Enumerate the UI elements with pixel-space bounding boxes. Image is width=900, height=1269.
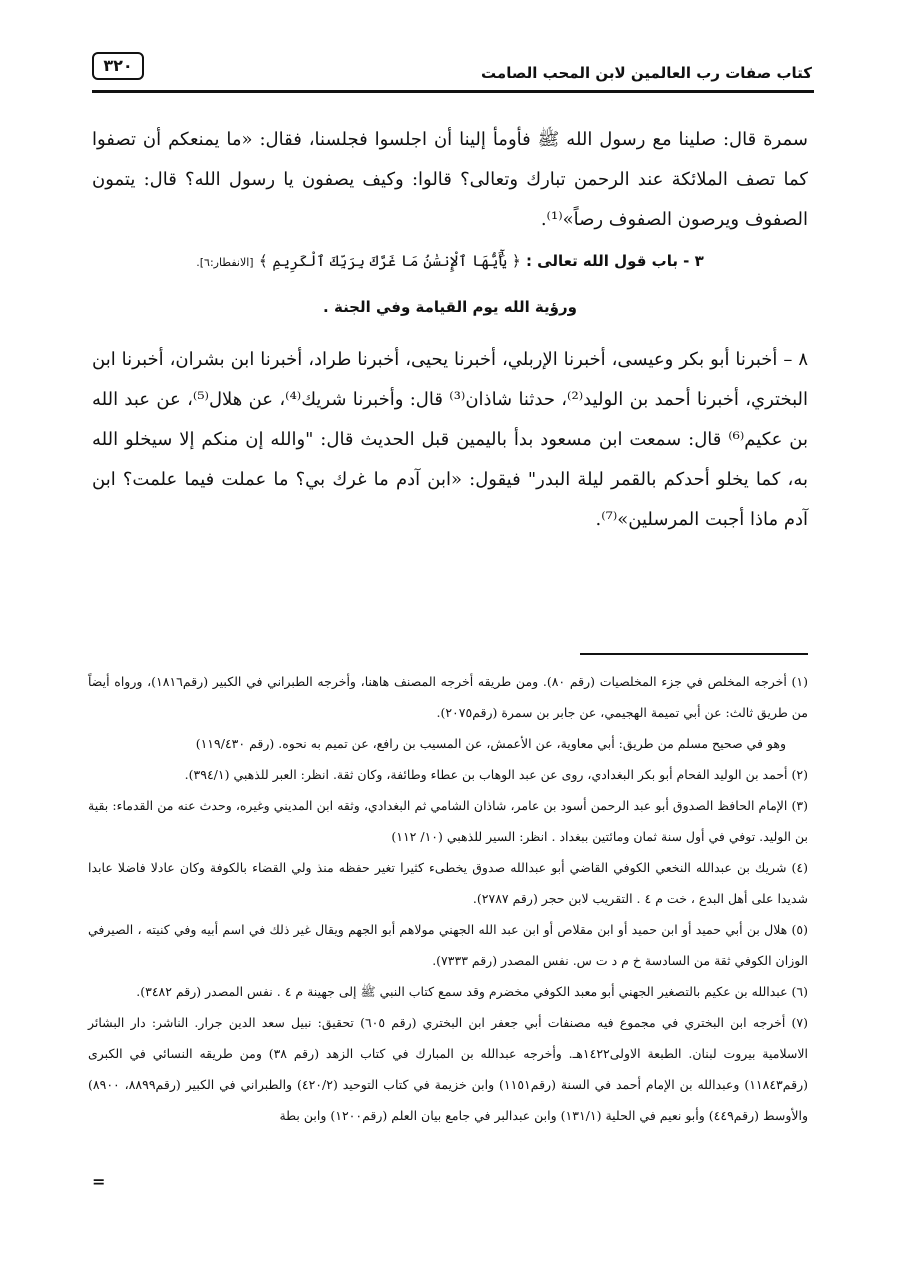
- footnote-1-continued: وهو في صحيح مسلم من طريق: أبي معاوية، عن الأعمش، عن المسيب بن رافع، عن تميم به نحوه. (رقم ١١٩/٤٣٠): [195, 736, 786, 751]
- footnote-6: (٦) عبدالله بن عكيم بالتصغير الجهني أبو معبد الكوفي مخضرم وقد سمع كتاب النبي ﷺ إلى جهينة م ٤ . نفس المصدر (رقم ٣٤٨٢).: [136, 984, 808, 999]
- footnote-7: (٧) أخرجه ابن البختري في مجموع فيه مصنفات أبي جعفر ابن البختري (رقم ٦٠٥) تحقيق: نبيل سعد الدين جرار. الناشر: دار البشائر الاسلامية بيروت لبنان. الطبعة الاولى١٤٢٢هـ. وأخرجه عبدالله بن المبارك في كتاب الزهد (رقم ٣٨) ومن طريقه النسائي في الكبرى (رقم١١٨٤٣) وعبدالله بن الإمام أحمد في السنة (رقم١١٥١) وابن خزيمة في كتاب التوحيد (٤٢٠/٢) والطبراني في الكبير (رقم٨٨٩٩، ٨٩٠٠) والأوسط (رقم٤٤٩) وأبو نعيم في الحلية (١٣١/١) وابن عبدالبر في جامع بيان العلم (رقم١٢٠٠) وابن بطة: [88, 1015, 808, 1123]
- hadith-text: ٨ – أخبرنا أبو بكر وعيسى، أخبرنا الإربلي، أخبرنا يحيى، أخبرنا طراد، أخبرنا ابن بشران، أخبرنا ابن البختري، أخبرنا أحمد بن الوليد⁽²⁾، حدثنا شاذان⁽³⁾ قال: وأخبرنا شريك⁽⁴⁾، عن هلال⁽⁵⁾، عن عبد الله بن عكيم⁽⁶⁾ قال: سمعت ابن مسعود بدأ باليمين قبل الحديث قال: "والله إن منكم إلا سيخلو الله به، كما يخلو أحدكم بالقمر ليلة البدر" فيقول: «ابن آدم ما غرك بي؟ ما عملت فيما علمت؟ ابن آدم ماذا أجبت المرسلين»⁽⁷⁾.: [92, 349, 808, 530]
- footnote-5: (٥) هلال بن أبي حميد أو ابن حميد أو ابن مقلاص أو ابن عبد الله الجهني مولاهم أبو الجهم ويقال غير ذلك في اسم أبيه وفي كنيته ، الصيرفي الوزان الكوفي ثقة من السادسة خ م د ت س. نفس المصدر (رقم ٧٣٣٣).: [88, 922, 808, 968]
- paragraph-1: [92, 120, 808, 240]
- footnote-separator: [580, 653, 808, 655]
- footnotes: [88, 666, 808, 1131]
- book-title: كتاب صفات رب العالمين لابن المحب الصامت: [481, 64, 812, 82]
- footnote-1: (١) أخرجه المخلص في جزء المخلصيات (رقم ٨٠). ومن طريقه أخرجه المصنف هاهنا، وأخرجه الطبراني في الكبير (رقم١٨١٦)، ورواه أيضاً من طريق ثالث: عن أبي تميمة الهجيمي، عن جابر بن سمرة (رقم٢٠٧٥).: [88, 674, 808, 720]
- footnote-3: (٣) الإمام الحافظ الصدوق أبو عبد الرحمن أسود بن عامر، شاذان الشامي ثم البغدادي، وثقه ابن المديني وغيره، وحدث عنه من القدماء: بقية بن الوليد. توفي في أول سنة ثمان ومائتين ببغداد . انظر: السير للذهبي (١٠/ ١١٢): [88, 798, 808, 844]
- chapter-heading: [92, 252, 808, 270]
- chapter-subtitle: ورؤية الله يوم القيامة وفي الجنة .: [323, 298, 577, 316]
- continuation-mark: =: [92, 1172, 106, 1191]
- footnote-2: (٢) أحمد بن الوليد الفحام أبو بكر البغدادي، روى عن عبد الوهاب بن عطاء وطائفة، وكان ثقة. انظر: العبر للذهبي (٣٩٤/١).: [184, 767, 808, 782]
- page-number: ٣٢٠: [92, 52, 144, 80]
- header-divider: [92, 90, 814, 93]
- page-header: [92, 52, 812, 90]
- footnote-4: (٤) شريك بن عبدالله النخعي الكوفي القاضي أبو عبدالله صدوق يخطىء كثيرا تغير حفظه منذ ولي القضاء بالكوفة وكان عادلا فاضلا عابدا شديدا على أهل البدع ، خت م ٤ . التقريب لابن حجر (رقم ٢٧٨٧).: [88, 860, 808, 906]
- chapter-number-title: ٣ - باب قول الله تعالى :: [525, 252, 704, 270]
- paragraph-2: [92, 340, 808, 540]
- paragraph-1-text: سمرة قال: صلينا مع رسول الله ﷺ فأومأ إلينا أن اجلسوا فجلسنا، فقال: «ما يمنعكم أن تصفوا كما تصف الملائكة عند الرحمن تبارك وتعالى؟ قالوا: وكيف يصفون يا رسول الله؟ قال: يتمون الصفوف ويرصون الصفوف رصاً»⁽¹⁾.: [92, 129, 808, 230]
- quran-verse: ﴿ يَٰٓأَيُّهَا ٱلْإِنسَٰنُ مَا غَرَّكَ بِرَبِّكَ ٱلْكَرِيمِ ﴾: [258, 252, 521, 270]
- verse-reference: [الانفطار:٦].: [196, 256, 254, 269]
